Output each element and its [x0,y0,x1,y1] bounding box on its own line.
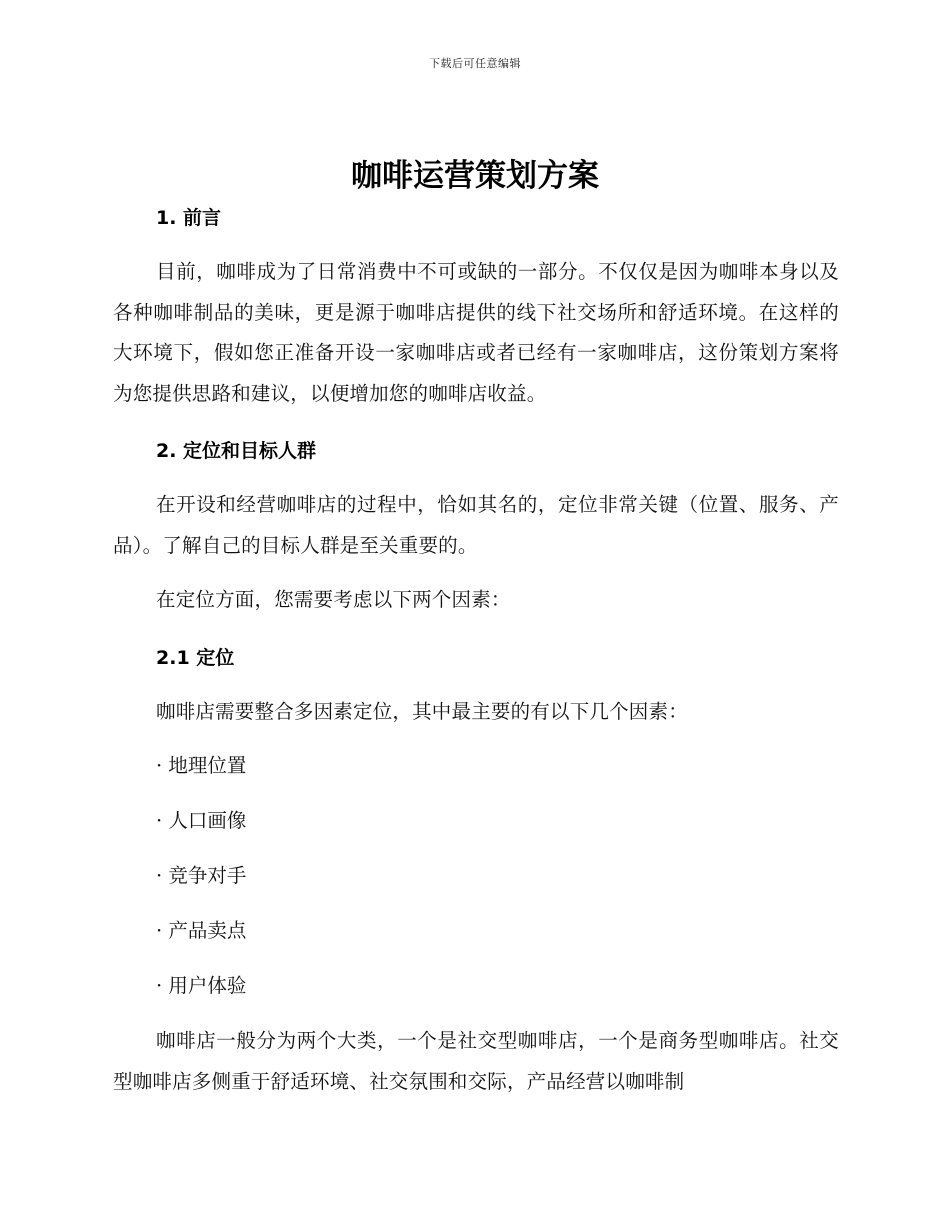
subsection-heading-positioning: 2.1 定位 [156,646,235,669]
list-item: · 竞争对手 [156,864,247,887]
section-heading-preface: 1. 前言 [156,207,222,229]
list-item: · 用户体验 [156,974,247,997]
paragraph-preface: 目前，咖啡成为了日常消费中不可或缺的一部分。不仅仅是因为咖啡本身以及各种咖啡制品的美味，更是源于咖啡店提供的线下社交场所和舒适环境。在这样的大环境下，假如您正准备开设一家咖啡店或者已经有一家咖啡店，这份策划方案将为您提供思路和建议，以便增加您的咖啡店收益。 [113,260,839,405]
paragraph-positioning-intro: 在开设和经营咖啡店的过程中，恰如其名的，定位非常关键（位置、服务、产品）。了解自己的目标人群是至关重要的。 [113,493,839,557]
header-note: 下载后可任意编辑 [429,57,521,70]
section-heading-positioning: 2. 定位和目标人群 [156,440,317,462]
paragraph-cafe-types: 咖啡店一般分为两个大类，一个是社交型咖啡店，一个是商务型咖啡店。社交型咖啡店多侧重于舒适环境、社交氛围和交际，产品经营以咖啡制 [113,1029,839,1093]
document-title: 咖啡运营策划方案 [351,158,599,194]
paragraph-positioning-detail: 咖啡店需要整合多因素定位，其中最主要的有以下几个因素： [156,699,688,723]
list-item: · 人口画像 [156,809,247,832]
document-body [113,203,839,1102]
list-item: · 产品卖点 [156,919,247,942]
list-item: · 地理位置 [156,754,247,777]
paragraph-positioning-factors: 在定位方面，您需要考虑以下两个因素： [156,588,511,611]
